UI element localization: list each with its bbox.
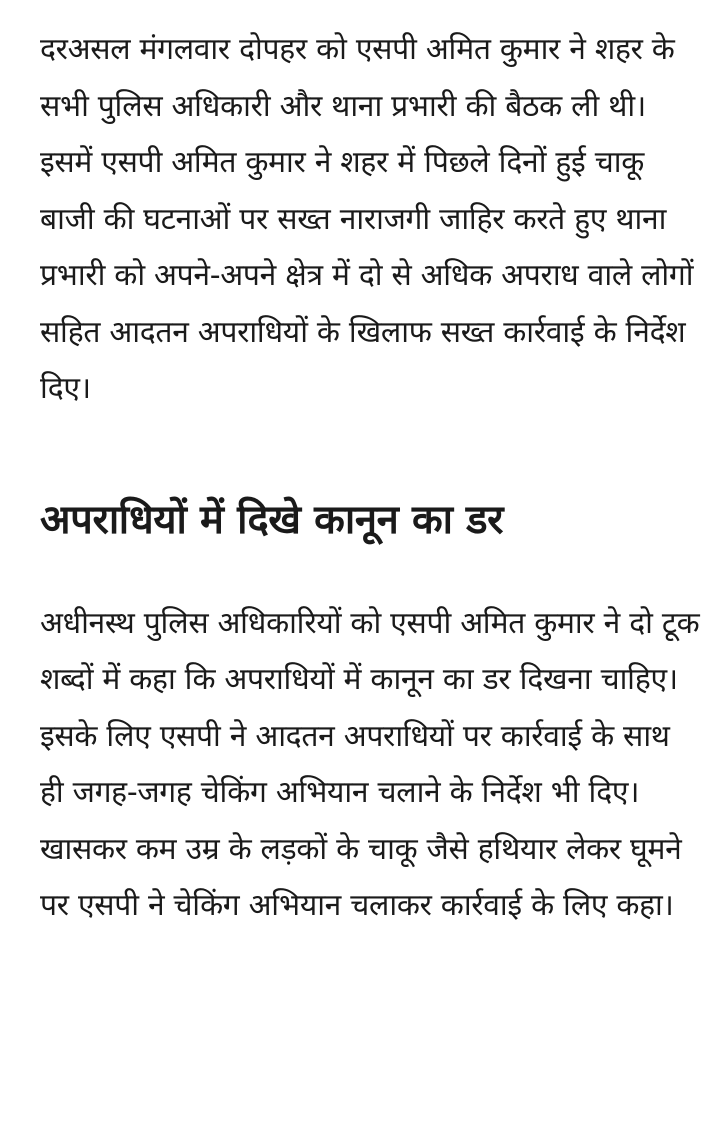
article-paragraph-1: दरअसल मंगलवार दोपहर को एसपी अमित कुमार ने शहर के सभी पुलिस अधिकारी और थाना प्रभारी की बैठक ली थी। इसमें एसपी अमित कुमार ने शहर में पिछले दिनों हुई चाकू बाजी की घटनाओं पर सख्त नाराजगी जाहिर करते हुए थाना प्रभारी को अपने-अपने क्षेत्र में दो से अधिक अपराध वाले लोगों सहित आदतन अपराधियों के खिलाफ सख्त कार्रवाई के निर्देश दिए। [40, 32, 694, 406]
article-body [40, 22, 700, 935]
article-paragraph-2: अधीनस्थ पुलिस अधिकारियों को एसपी अमित कुमार ने दो टूक शब्दों में कहा कि अपराधियों में कानून का डर दिखना चाहिए। इसके लिए एसपी ने आदतन अपराधियों पर कार्रवाई के साथ ही जगह-जगह चेकिंग अभियान चलाने के निर्देश भी दिए। खासकर कम उम्र के लड़कों के चाकू जैसे हथियार लेकर घूमने पर एसपी ने चेकिंग अभियान चलाकर कार्रवाई के लिए कहा। [40, 605, 700, 923]
section-heading: अपराधियों में दिखे कानून का डर [40, 496, 504, 543]
